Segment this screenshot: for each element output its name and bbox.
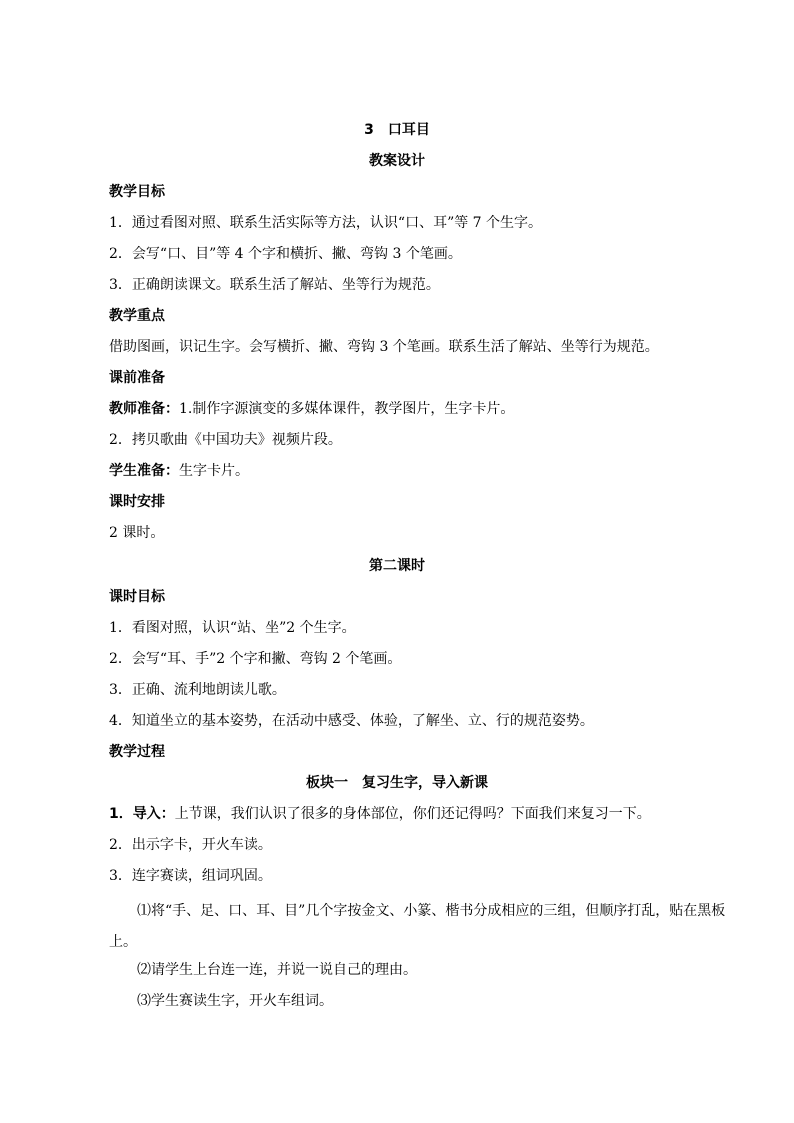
lesson-title: 3 口耳目 [364,122,430,138]
teacher-prep-text: 1.制作字源演变的多媒体课件，教学图片，生字卡片。 [179,401,515,417]
block-one-title: 板块一 复习生字，导入新课 [306,775,488,791]
student-prep-label: 学生准备： [109,463,179,479]
lesson-objective-item: 1．看图对照，认识“站、坐”2 个生字。 [109,620,356,636]
schedule-heading: 课时安排 [109,494,165,510]
process-heading: 教学过程 [109,744,165,760]
intro-text: 上节课，我们认识了很多的身体部位，你们还记得吗？下面我们来复习一下。 [174,806,651,822]
student-preparation [109,461,729,481]
key-points-heading: 教学重点 [109,308,165,324]
lesson-objectives-heading: 课时目标 [109,589,165,605]
schedule-text: 2 课时。 [109,525,165,541]
preparation-heading: 课前准备 [109,370,165,386]
intro-label: 1．导入： [109,806,175,822]
design-subtitle: 教案设计 [369,153,425,169]
preparation-item: 2．拷贝歌曲《中国功夫》视频片段。 [109,432,342,448]
objective-item: 2．会写“口、目”等 4 个字和横折、撇、弯钩 3 个笔画。 [109,246,462,262]
student-prep-text: 生字卡片。 [179,463,249,479]
intro-item [109,804,729,824]
second-lesson-title: 第二课时 [369,558,425,574]
process-item: 2．出示字卡，开火车读。 [109,837,272,853]
lesson-objective-item: 4．知道坐立的基本姿势，在活动中感受、体验，了解坐、立、行的规范姿势。 [109,713,594,729]
lesson-objective-item: 3．正确、流利地朗读儿歌。 [109,682,286,698]
key-points-text: 借助图画，识记生字。会写横折、撇、弯钩 3 个笔画。联系生活了解站、坐等行为规范。 [109,339,659,355]
lesson-objective-item: 2．会写“耳、手”2 个字和撇、弯钩 2 个笔画。 [109,651,402,667]
process-subitem: ⑵请学生上台连一连，并说一说自己的理由。 [137,962,417,978]
objectives-heading: 教学目标 [109,184,165,200]
objective-item: 3．正确朗读课文。联系生活了解站、坐等行为规范。 [109,277,440,293]
process-subitem: ⑴将“手、足、口、耳、目”几个字按金文、小篆、楷书分成相应的三组，但顺序打乱，贴在黑板上。 [109,903,726,950]
objective-item: 1．通过看图对照、联系生活实际等方法，认识“口、耳”等 7 个生字。 [109,215,543,231]
process-item: 3．连字赛读，组词巩固。 [109,868,272,884]
teacher-prep-label: 教师准备： [109,401,179,417]
process-subitem: ⑶学生赛读生字，开火车组词。 [137,993,333,1009]
teacher-preparation [109,399,729,419]
